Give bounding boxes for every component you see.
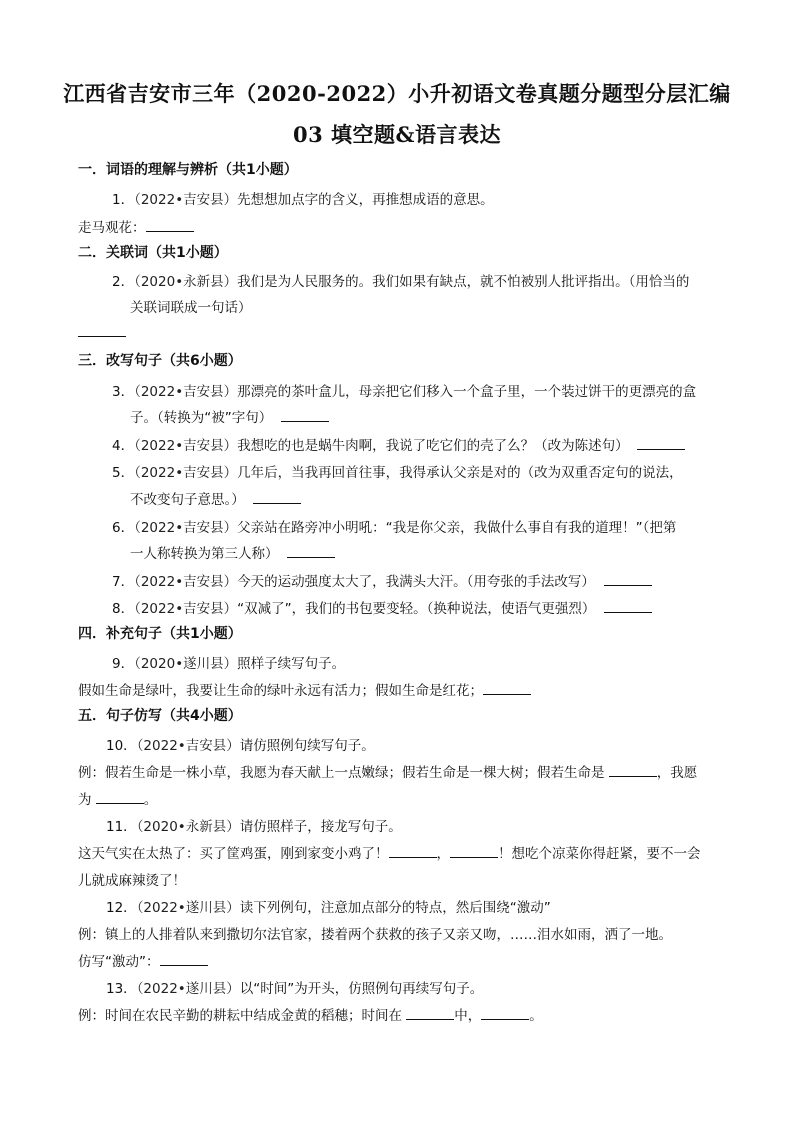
question-2-answer — [78, 324, 126, 341]
question-6 — [112, 516, 676, 536]
question-12-answer — [78, 950, 208, 970]
question-5 — [112, 461, 683, 481]
question-number: 7． — [112, 574, 135, 590]
question-number: 5． — [112, 465, 135, 481]
answer-blank[interactable] — [450, 845, 498, 858]
question-source: （2022•吉安县） — [134, 601, 238, 617]
question-12 — [106, 896, 551, 916]
example-text: 这天气实在太热了：买了筐鸡蛋，刚到家变小鸡了！ — [78, 846, 389, 862]
question-source: （2022•吉安县） — [134, 384, 238, 400]
question-text: 我们是为人民服务的。我们如果有缺点，就不怕被别人批评指出。（用恰当的 — [237, 274, 690, 290]
question-text: 不改变句子意思。） — [130, 492, 245, 508]
answer-label: 走马观花： — [78, 220, 146, 236]
question-3-cont — [130, 406, 329, 426]
example-text: 。 — [143, 792, 158, 808]
question-number: 10． — [106, 738, 137, 754]
answer-blank[interactable] — [604, 600, 652, 613]
question-number: 11． — [106, 819, 137, 835]
question-number: 8． — [112, 601, 135, 617]
question-number: 13． — [106, 981, 137, 997]
question-source: （2022•吉安县） — [134, 465, 238, 481]
question-source: （2022•吉安县） — [134, 520, 238, 536]
question-10 — [106, 734, 375, 754]
question-number: 2． — [112, 274, 135, 290]
answer-blank[interactable] — [389, 845, 437, 858]
question-11-example-cont — [78, 869, 186, 889]
question-source: （2022•吉安县） — [134, 438, 238, 454]
question-13 — [106, 977, 483, 997]
question-1 — [112, 188, 494, 208]
question-text: 几年后，当我再回首往事，我得承认父亲是对的（改为双重否定句的说法， — [237, 465, 683, 481]
question-number: 6． — [112, 520, 135, 536]
answer-blank[interactable] — [481, 1007, 529, 1020]
question-8 — [112, 597, 652, 617]
question-text: 我想吃的也是蜗牛肉啊，我说了吃它们的壳了么？（改为陈述句） — [237, 438, 629, 454]
question-9-example — [78, 679, 531, 699]
question-number: 3． — [112, 384, 135, 400]
question-7 — [112, 570, 652, 590]
question-text: 照样子续写句子。 — [237, 656, 346, 672]
answer-blank[interactable] — [253, 491, 301, 504]
example-text: 儿就成麻辣烫了！ — [78, 873, 186, 889]
question-2 — [112, 270, 689, 290]
answer-blank[interactable] — [146, 219, 194, 232]
section-heading-5: 五．句子仿写（共4小题） — [78, 708, 242, 724]
example-text: ， — [436, 846, 450, 862]
question-text: 请仿照例句续写句子。 — [239, 738, 375, 754]
question-1-answer — [78, 216, 194, 236]
example-text: 例：时间在农民辛勤的耕耘中结成金黄的稻穗；时间在 — [78, 1008, 402, 1024]
question-text: “双减了”，我们的书包要变轻。（换种说法，使语气更强烈） — [237, 601, 596, 617]
answer-blank[interactable] — [609, 764, 657, 777]
question-text: 那漂亮的茶叶盒儿，母亲把它们移入一个盒子里，一个装过饼干的更漂亮的盒 — [237, 384, 697, 400]
answer-blank[interactable] — [604, 573, 652, 586]
question-text: 子。（转换为“被”字句） — [130, 410, 273, 426]
question-text: 今天的运动强度太大了，我满头大汗。（用夸张的手法改写） — [237, 574, 595, 590]
question-number: 4． — [112, 438, 135, 454]
answer-blank[interactable] — [96, 791, 144, 804]
section-heading-1: 一．词语的理解与辨析（共1小题） — [78, 162, 298, 178]
question-source: （2022•吉安县） — [136, 738, 240, 754]
question-number: 9． — [112, 656, 135, 672]
question-3 — [112, 380, 696, 400]
question-9 — [112, 652, 345, 672]
section-heading-3: 三．改写句子（共6小题） — [78, 353, 242, 369]
answer-blank[interactable] — [160, 953, 208, 966]
question-text: 请仿照样子，接龙写句子。 — [239, 819, 402, 835]
answer-blank[interactable] — [637, 437, 685, 450]
example-text: 例：镇上的人排着队来到撒切尔法官家，搂着两个获救的孩子又亲又吻，……泪水如雨，洒了一地。 — [78, 927, 672, 943]
question-2-cont — [130, 296, 252, 316]
question-source: （2020•永新县） — [134, 274, 238, 290]
question-text: 以“时间”为开头，仿照例句再续写句子。 — [239, 981, 484, 997]
example-text: 例：假若生命是一株小草，我愿为春天献上一点嫩绿；假若生命是一棵大树；假若生命是 — [78, 765, 605, 781]
answer-blank[interactable] — [281, 409, 329, 422]
question-source: （2020•永新县） — [136, 819, 240, 835]
answer-label: 仿写“激动”： — [78, 954, 160, 970]
question-5-cont — [130, 488, 301, 508]
question-text: 一人称转换为第三人称） — [130, 546, 279, 562]
question-source: （2022•遂川县） — [136, 981, 240, 997]
example-text: 。 — [529, 1008, 543, 1024]
answer-blank[interactable] — [78, 324, 126, 337]
answer-blank[interactable] — [406, 1007, 454, 1020]
question-text: 读下列例句，注意加点部分的特点，然后围绕“激动” — [239, 900, 551, 916]
question-source: （2020•遂川县） — [134, 656, 238, 672]
question-10-example — [78, 761, 697, 781]
question-11 — [106, 815, 402, 835]
question-text: 关联词联成一句话） — [130, 300, 252, 316]
question-text: 先想想加点字的含义，再推想成语的意思。 — [237, 192, 494, 208]
question-number: 12． — [106, 900, 137, 916]
example-text: 假如生命是绿叶，我要让生命的绿叶永远有活力；假如生命是红花； — [78, 683, 483, 699]
question-11-example — [78, 842, 701, 862]
example-text: 中， — [454, 1008, 482, 1024]
question-text: 父亲站在路旁冲小明吼：“我是你父亲，我做什么事自有我的道理！”（把第 — [237, 520, 677, 536]
question-13-example — [78, 1004, 543, 1024]
doc-title-line2: 03 填空题&语言表达 — [293, 122, 501, 147]
example-text: ，我愿 — [656, 765, 698, 781]
answer-blank[interactable] — [483, 682, 531, 695]
question-source: （2022•吉安县） — [134, 574, 238, 590]
question-10-example-cont — [78, 788, 157, 808]
question-12-example — [78, 923, 672, 943]
doc-title-line1: 江西省吉安市三年（2020-2022）小升初语文卷真题分题型分层汇编 — [63, 81, 731, 106]
example-text: ！想吃个凉菜你得赶紧，要不一会 — [498, 846, 701, 862]
question-source: （2022•遂川县） — [136, 900, 240, 916]
section-heading-4: 四．补充句子（共1小题） — [78, 626, 242, 642]
question-4 — [112, 434, 685, 454]
answer-blank[interactable] — [287, 545, 335, 558]
question-source: （2022•吉安县） — [134, 192, 238, 208]
question-6-cont — [130, 542, 335, 562]
example-text: 为 — [78, 792, 92, 808]
question-number: 1． — [112, 192, 135, 208]
section-heading-2: 二．关联词（共1小题） — [78, 245, 228, 261]
